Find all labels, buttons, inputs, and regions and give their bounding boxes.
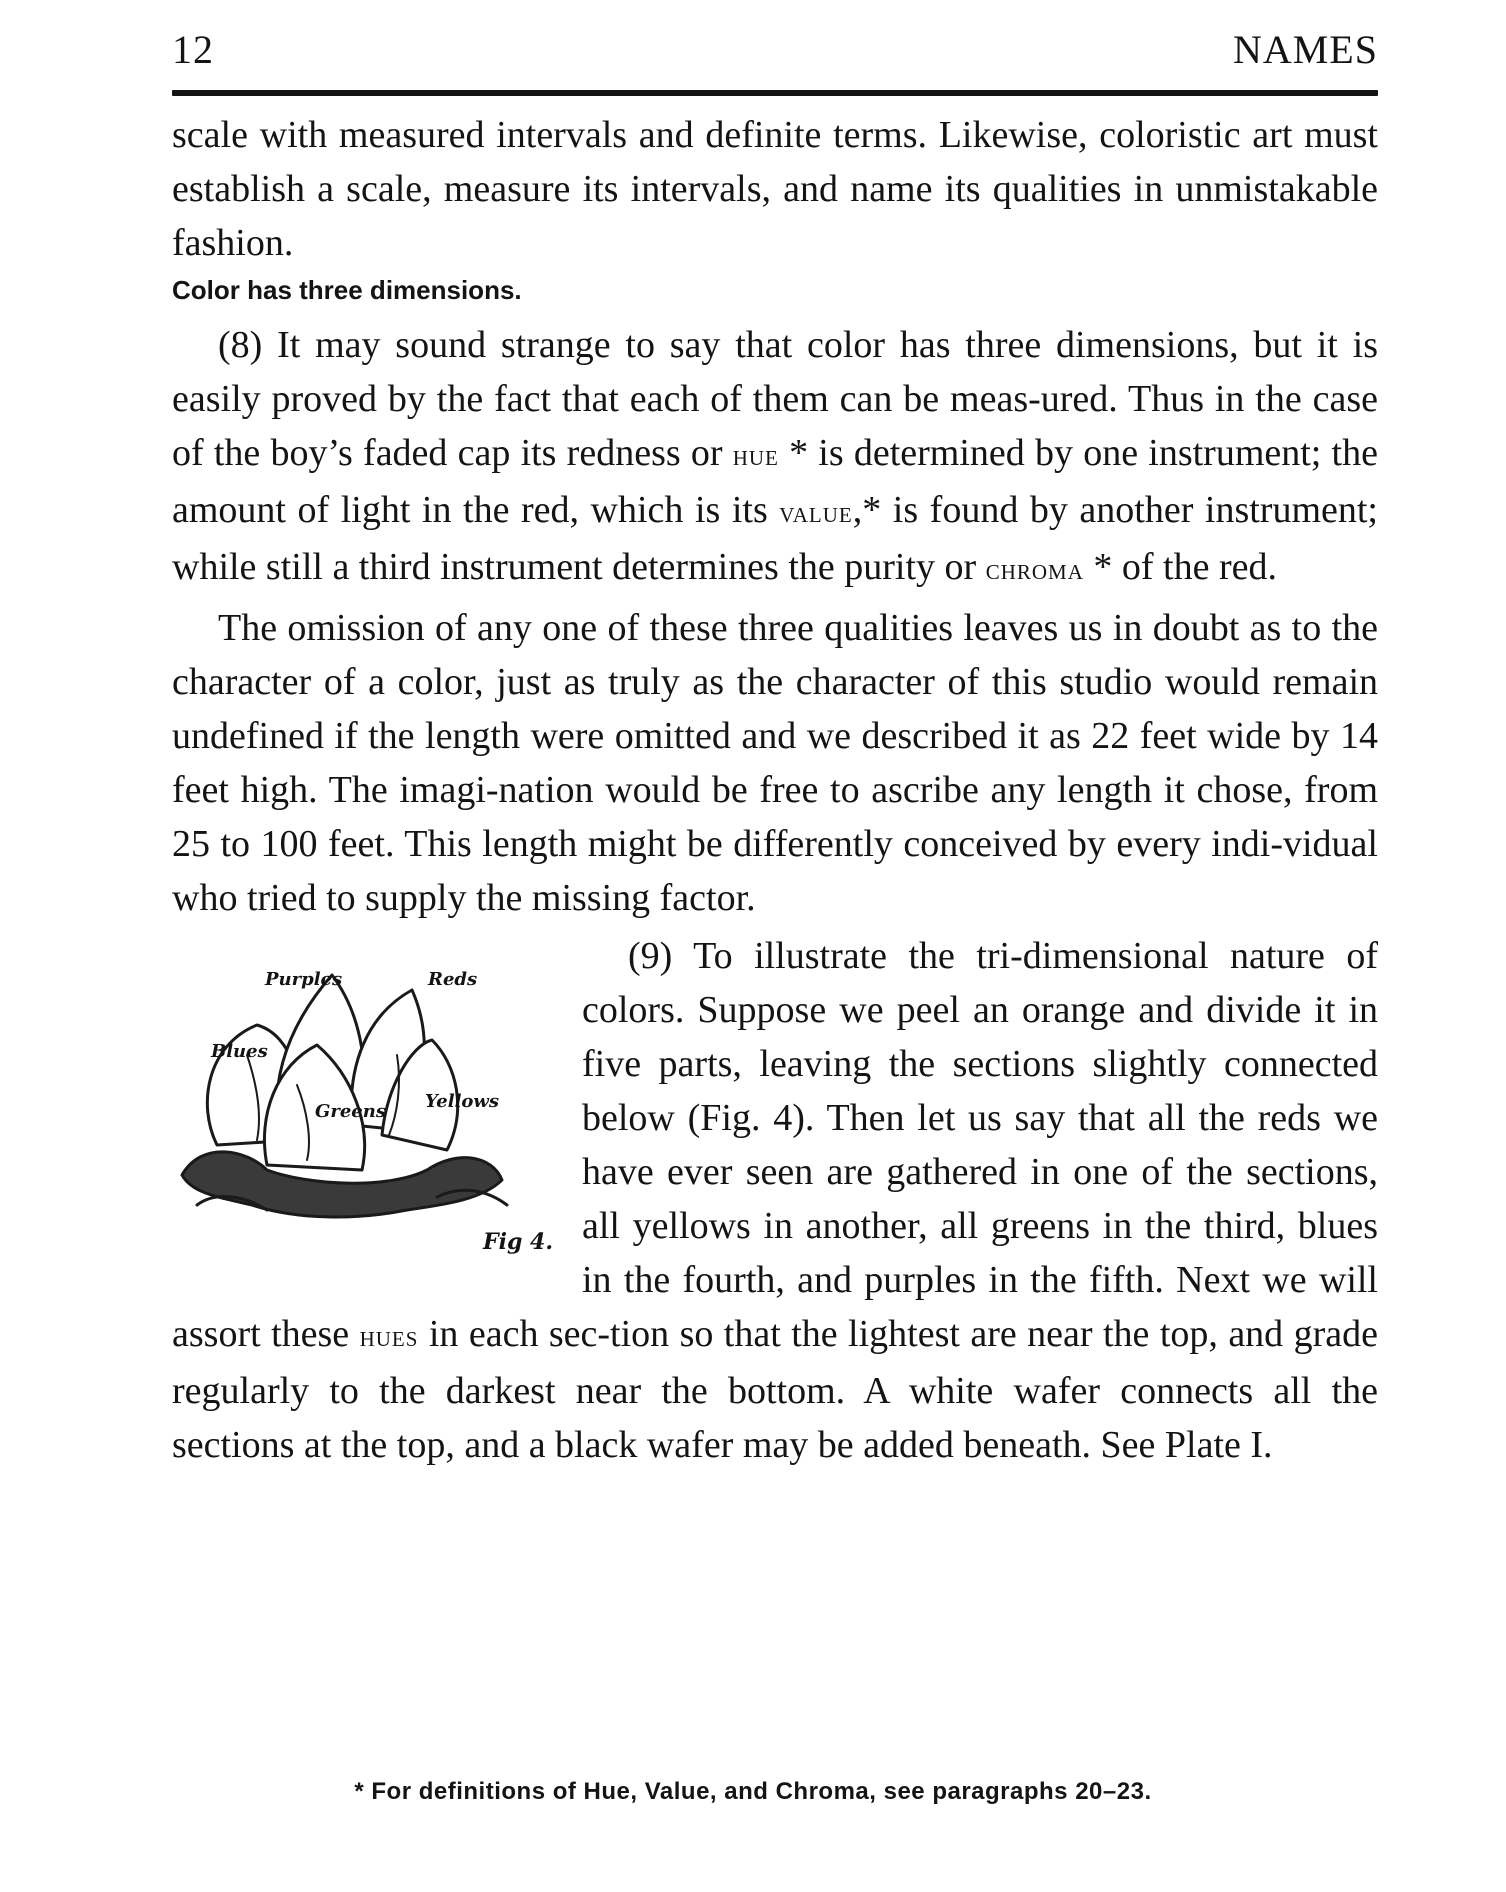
para8-lead: (8) It may sound strange to say that color has three dimensions, but it is easily proved by the fact that each of them can be meas-ured. Thus in the case of the boy’s faded cap its redness or bbox=[172, 324, 1378, 474]
figure-caption: Fig 4. bbox=[483, 1229, 553, 1255]
paragraph-9 bbox=[172, 929, 1378, 1472]
running-title: NAMES bbox=[1232, 27, 1378, 72]
label-purples: Purples bbox=[265, 969, 343, 990]
page-number: 12 bbox=[172, 27, 214, 72]
term-value: value bbox=[779, 496, 853, 529]
header-rule bbox=[172, 90, 1378, 96]
term-hues: hues bbox=[359, 1320, 419, 1353]
paragraph-8 bbox=[172, 318, 1378, 597]
para8-after-value: ,* is found by another instrument; while still a third instrument determines the purity or bbox=[172, 489, 1378, 588]
orange-figure bbox=[157, 935, 552, 1265]
label-greens: Greens bbox=[315, 1101, 386, 1122]
paragraph-intro: scale with measured intervals and definite terms. Likewise, coloristic art must establish a scale, measure its intervals, and name its qualities in unmistakable fashion. bbox=[172, 114, 1378, 264]
paragraph-omission: The omission of any one of these three qualities leaves us in doubt as to the character of a color, just as truly as the character of this studio would remain undefined if the length were omitted and we described it as 22 feet wide by 14 feet high. The imagi-nation would be free to ascribe any length it chose, from 25 to 100 feet. This length might be differently conceived by every indi-vidual who tried to supply the missing factor. bbox=[172, 607, 1378, 919]
label-blues: Blues bbox=[211, 1041, 268, 1062]
para8-after-hue: * is determined by one instrument; the amount of light in the red, which is its bbox=[172, 432, 1378, 531]
term-chroma: chroma bbox=[985, 553, 1084, 586]
footnote: * For definitions of Hue, Value, and Chroma, see paragraphs 20–23. bbox=[354, 1778, 1152, 1805]
para8-tail: * of the red. bbox=[1083, 546, 1277, 588]
para9-lead: (9) To illustrate the tri-dimensional nature of colors. Suppose we peel an orange and divide it in five parts, leaving the sections slightly connected below (Fig. 4). Then let us say that all the reds we have ever seen are gathered in one of the sections, all yellows in another, all greens in the third, blues in the fourth, and purples in the fifth. Next we will assort these bbox=[172, 935, 1378, 1355]
label-yellows: Yellows bbox=[425, 1091, 500, 1112]
para9-tail: in each sec-tion so that the lightest are near the top, and grade regularly to the darkest near the bottom. A white wafer connects all the sections at the top, and a black wafer may be added beneath. See Plate I. bbox=[172, 1313, 1378, 1466]
running-head bbox=[172, 26, 1378, 76]
term-hue: hue bbox=[732, 439, 779, 472]
sidenote: Color has three dimensions. bbox=[172, 275, 522, 305]
label-reds: Reds bbox=[428, 969, 478, 990]
page-body bbox=[172, 108, 1378, 1472]
